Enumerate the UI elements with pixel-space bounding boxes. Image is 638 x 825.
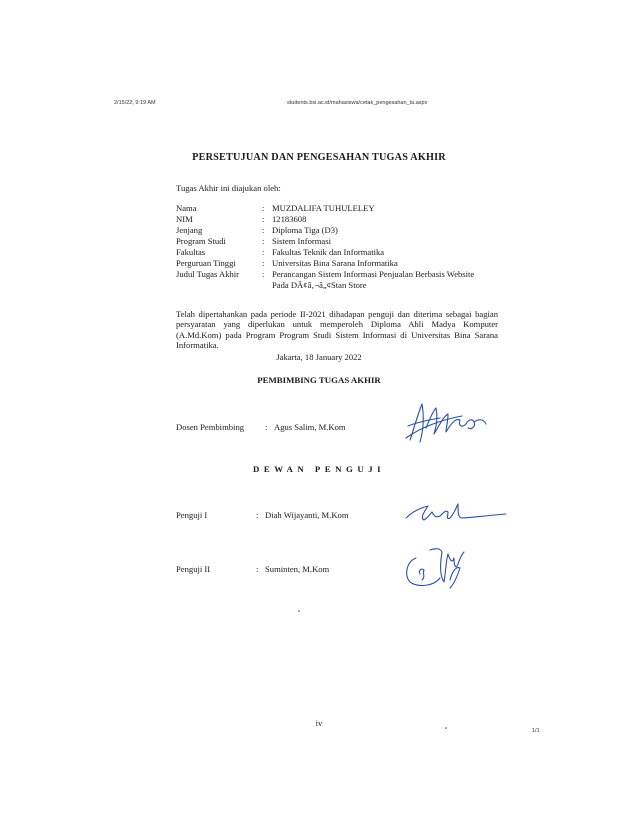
intro-text: Tugas Akhir ini diajukan oleh:	[176, 183, 281, 193]
field-label-nim: NIM	[176, 214, 193, 224]
field-colon: :	[262, 269, 265, 279]
field-colon: :	[262, 214, 265, 224]
field-label-program-studi: Program Studi	[176, 236, 226, 246]
print-url: students.bsi.ac.id/mahasiswa/cetak_pengesahan_ta.aspx	[287, 100, 428, 106]
field-label-fakultas: Fakultas	[176, 247, 206, 257]
examiner-2-signature	[400, 540, 472, 592]
field-label-perguruan-tinggi: Perguruan Tinggi	[176, 258, 236, 268]
approval-paragraph: Telah dipertahankan pada periode II-2021 dihadapan penguji dan diterima sebagai bagian persyaratan yang diperlukan untuk memperoleh Diploma Ahli Madya Komputer (A.Md.Kom) pada Program Program Studi Sistem Informasi di Universitas Bina Sarana Informatika.	[176, 309, 498, 351]
field-colon: :	[262, 258, 265, 268]
page-title: PERSETUJUAN DAN PENGESAHAN TUGAS AKHIR	[192, 152, 446, 163]
board-heading: DEWAN PENGUJI	[252, 464, 386, 474]
examiner-1-role: Penguji I	[176, 510, 208, 520]
advisor-signature	[400, 398, 492, 448]
field-value-nim: 12183608	[272, 214, 307, 224]
field-colon: :	[262, 225, 265, 235]
field-colon: :	[256, 510, 259, 520]
advisor-name: Agus Salim, M.Kom	[274, 422, 346, 432]
field-colon: :	[256, 564, 259, 574]
examiner-1-name: Diah Wijayanti, M.Kom	[265, 510, 349, 520]
field-value-judul: Perancangan Sistem Informasi Penjualan Berbasis Website	[272, 269, 475, 279]
field-colon: :	[262, 203, 265, 213]
field-value-perguruan-tinggi: Universitas Bina Sarana Informatika	[272, 258, 398, 268]
place-date: Jakarta, 18 January 2022	[276, 352, 362, 362]
field-value-jenjang: Diploma Tiga (D3)	[272, 225, 338, 235]
field-value-fakultas: Fakultas Teknik dan Informatika	[272, 247, 385, 257]
field-value-nama: MUZDALIFA TUHULELEY	[272, 203, 375, 213]
advisor-heading: PEMBIMBING TUGAS AKHIR	[257, 375, 381, 385]
examiner-1-signature	[402, 498, 512, 528]
field-label-nama: Nama	[176, 203, 197, 213]
page-number: iv	[315, 718, 323, 728]
print-date: 2/15/22, 9:19 AM	[114, 100, 156, 106]
field-colon: :	[262, 236, 265, 246]
advisor-role: Dosen Pembimbing	[176, 422, 245, 432]
field-label-jenjang: Jenjang	[176, 225, 203, 235]
field-value-judul-line2: Pada DÃ¢â‚¬â„¢Stan Store	[272, 280, 367, 290]
examiner-2-name: Suminten, M.Kom	[265, 564, 330, 574]
field-colon: :	[265, 422, 268, 432]
field-label-judul: Judul Tugas Akhir	[176, 269, 240, 279]
page-of-count: 1/1	[532, 728, 540, 734]
field-value-program-studi: Sistem Informasi	[272, 236, 331, 246]
scan-speck	[298, 610, 300, 612]
field-colon: :	[262, 247, 265, 257]
examiner-2-role: Penguji II	[176, 564, 211, 574]
